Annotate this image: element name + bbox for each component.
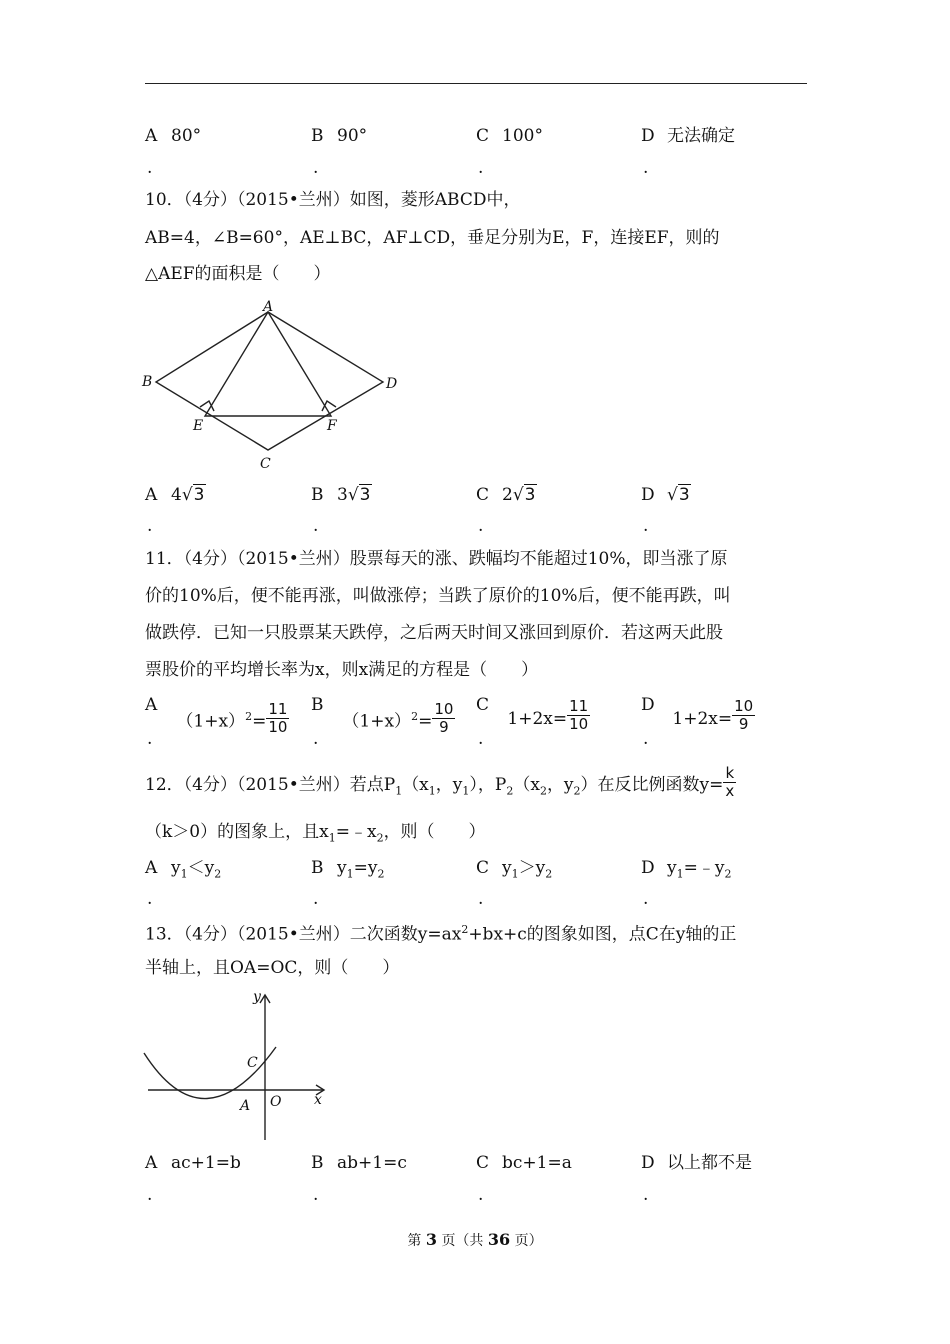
q12-option-b[interactable]: B $y_1=y_2$: [311, 858, 385, 881]
q12-dot-b: .: [313, 889, 319, 909]
label-a: A: [263, 299, 274, 315]
q10-dot-a: .: [147, 516, 153, 536]
q13-dot-c: .: [478, 1185, 484, 1205]
header-rule: [145, 83, 807, 84]
q9-dot-a: .: [147, 158, 153, 178]
q11-dot-a: .: [147, 729, 153, 749]
label-d: D: [386, 376, 398, 392]
page-footer: 第 3 页（共 36 页）: [407, 1230, 543, 1249]
q10-dot-c: .: [478, 516, 484, 536]
q12-option-c[interactable]: C $y_1>y_2$: [476, 858, 553, 881]
q13-dot-d: .: [643, 1185, 649, 1205]
q12-line2: （k＞0）的图象上，且$x_1=﹣x_2$，则（ ）: [145, 822, 486, 845]
q11-option-a[interactable]: A $(1+x)^2=$ $\frac{11}{10}$: [145, 695, 288, 736]
q13-dot-a: .: [147, 1185, 153, 1205]
q13-option-a[interactable]: A ac+1=b: [145, 1153, 241, 1173]
label-c: C: [260, 456, 271, 472]
point-label-o: O: [270, 1094, 282, 1110]
rhombus-abcd: [156, 312, 383, 450]
q11-line1: 11．（4分）（2015•兰州）股票每天的涨、跌幅均不能超过10%，即当涨了原: [145, 549, 728, 569]
q11-option-b[interactable]: B $(1+x)^2=$ $\frac{10}{9}$: [311, 695, 454, 736]
q10-option-c[interactable]: C 2√3: [476, 485, 536, 505]
q12-option-a[interactable]: A $y_1<y_2$: [145, 858, 222, 881]
right-angle-f: [322, 401, 336, 411]
q9-dot-d: .: [643, 158, 649, 178]
q10-line2: AB=4，∠B=60°，AE⊥BC，AF⊥CD，垂足分别为E，F，连接EF，则的: [145, 228, 720, 248]
q11-option-c[interactable]: C 1+2x= $\frac{11}{10}$: [476, 695, 589, 733]
q9-option-b[interactable]: B 90°: [311, 126, 368, 146]
q12-dot-a: .: [147, 889, 153, 909]
axis-label-x: x: [314, 1092, 322, 1108]
q13-parabola-figure: [138, 985, 338, 1145]
q10-line3: △AEF的面积是（ ）: [145, 264, 331, 284]
q12-dot-d: .: [643, 889, 649, 909]
q11-dot-c: .: [478, 729, 484, 749]
q13-line1: 13．（4分）（2015•兰州）二次函数$y=ax^2+bx+c$的图象如图，点C在y轴的正: [145, 923, 737, 945]
q13-option-d[interactable]: D 以上都不是: [641, 1153, 752, 1173]
q9-dot-c: .: [478, 158, 484, 178]
q9-option-d[interactable]: D 无法确定: [641, 126, 735, 146]
point-label-c: C: [247, 1055, 258, 1071]
q11-dot-b: .: [313, 729, 319, 749]
q11-line2: 价的10%后，便不能再涨，叫做涨停；当跌了原价的10%后，便不能再跌，叫: [145, 586, 731, 606]
q10-dot-d: .: [643, 516, 649, 536]
q10-option-a[interactable]: A 4√3: [145, 485, 205, 505]
q12-dot-c: .: [478, 889, 484, 909]
label-f: F: [327, 418, 337, 434]
q11-line4: 票股价的平均增长率为x，则x满足的方程是（ ）: [145, 660, 539, 680]
q10-dot-b: .: [313, 516, 319, 536]
q12-option-d[interactable]: D $y_1=﹣y_2$: [641, 858, 732, 881]
label-b: B: [142, 374, 153, 390]
q10-option-d[interactable]: D √3: [641, 485, 690, 505]
q9-dot-b: .: [313, 158, 319, 178]
q10-rhombus-figure: [138, 295, 398, 475]
q13-dot-b: .: [313, 1185, 319, 1205]
axis-label-y: y: [253, 989, 261, 1005]
q9-option-a[interactable]: A 80°: [145, 126, 202, 146]
triangle-aef: [205, 312, 331, 416]
label-e: E: [193, 418, 204, 434]
q13-option-b[interactable]: B ab+1=c: [311, 1153, 407, 1173]
q9-option-c[interactable]: C 100°: [476, 126, 543, 146]
q11-option-d[interactable]: D 1+2x= $\frac{10}{9}$: [641, 695, 754, 733]
q10-option-b[interactable]: B 3√3: [311, 485, 371, 505]
q11-dot-d: .: [643, 729, 649, 749]
q10-line1: 10．（4分）（2015•兰州）如图，菱形ABCD中，: [145, 190, 521, 210]
q13-line2: 半轴上，且OA=OC，则（ ）: [145, 958, 400, 978]
q13-option-c[interactable]: C bc+1=a: [476, 1153, 572, 1173]
q12-line1: 12．（4分）（2015•兰州）若点$P_1(x_1$，$y_1$），$P_2(x_2$，$y_2$）在反比例函数y= $\frac{k}{x}$: [145, 764, 735, 800]
point-label-a: A: [240, 1098, 251, 1114]
q11-line3: 做跌停．已知一只股票某天跌停，之后两天时间又涨回到原价．若这两天此股: [145, 623, 723, 643]
